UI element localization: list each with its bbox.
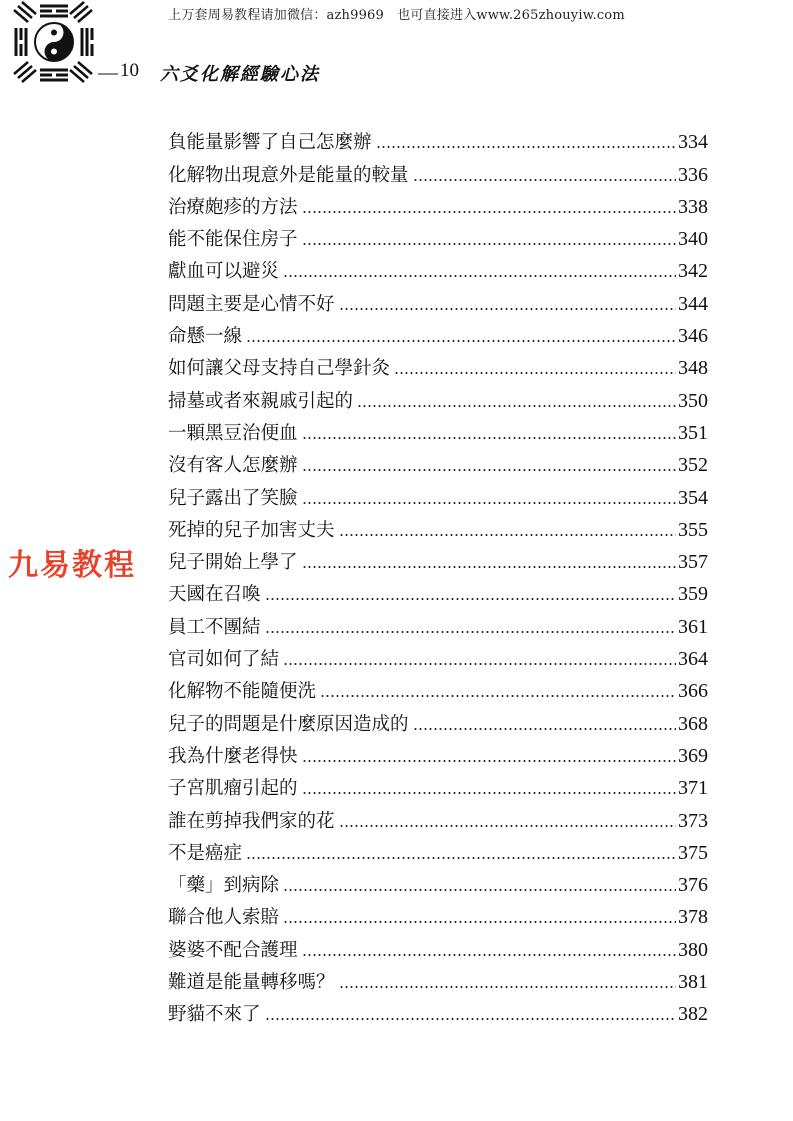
toc-entry — [168, 800, 708, 832]
toc-entry-page: 373 — [678, 809, 708, 832]
toc-entry — [168, 316, 708, 348]
toc-entry — [168, 122, 708, 154]
toc-dot-leader — [339, 986, 676, 988]
toc-entry-title: 如何讓父母支持自己學針灸 — [168, 358, 391, 380]
toc-entry-page: 346 — [678, 325, 708, 348]
toc-dot-leader — [339, 534, 676, 536]
toc-entry-title: 兒子開始上學了 — [168, 552, 298, 574]
bagua-yin-yang-logo — [2, 0, 130, 100]
toc-entry-title: 婆婆不配合護理 — [168, 939, 298, 961]
toc-entry-title: 問題主要是心情不好 — [168, 293, 335, 315]
toc-dot-leader — [265, 1018, 676, 1020]
toc-entry-page: 361 — [678, 615, 708, 638]
toc-entry-page: 336 — [678, 163, 708, 186]
toc-entry-title: 命懸一線 — [168, 326, 243, 348]
toc-dot-leader — [302, 954, 676, 956]
toc-dot-leader — [265, 598, 676, 600]
toc-entry-page: 340 — [678, 228, 708, 251]
toc-entry-page: 355 — [678, 518, 708, 541]
toc-entry-page: 366 — [678, 680, 708, 703]
page-number: 10 — [120, 60, 139, 81]
toc-entry — [168, 154, 708, 186]
toc-entry-page: 338 — [678, 195, 708, 218]
toc-entry-page: 375 — [678, 841, 708, 864]
toc-dot-leader — [283, 663, 676, 665]
toc-entry-page: 348 — [678, 357, 708, 380]
toc-entry-title: 員工不團結 — [168, 616, 261, 638]
toc-entry-title: 誰在剪掉我們家的花 — [168, 810, 335, 832]
toc-entry-title: 沒有客人怎麼辦 — [168, 455, 298, 477]
toc-entry-page: 359 — [678, 583, 708, 606]
toc-dot-leader — [394, 372, 676, 374]
toc-entry-page: 352 — [678, 454, 708, 477]
toc-dot-leader — [302, 792, 676, 794]
toc-dot-leader — [246, 857, 676, 859]
toc-dot-leader — [302, 437, 676, 439]
toc-entry-page: 380 — [678, 938, 708, 961]
toc-dot-leader — [283, 889, 676, 891]
toc-dot-leader — [357, 405, 676, 407]
toc-dot-leader — [283, 275, 676, 277]
toc-entry — [168, 606, 708, 638]
toc-entry-title: 獻血可以避災 — [168, 261, 280, 283]
toc-entry — [168, 574, 708, 606]
toc-entry-title: 兒子露出了笑臉 — [168, 487, 298, 509]
toc-dot-leader — [302, 760, 676, 762]
toc-entry — [168, 413, 708, 445]
toc-dot-leader — [339, 308, 676, 310]
toc-entry-title: 兒子的問題是什麼原因造成的 — [168, 713, 409, 735]
toc-entry — [168, 187, 708, 219]
toc-entry-page: 378 — [678, 906, 708, 929]
toc-entry-page: 357 — [678, 551, 708, 574]
toc-entry — [168, 477, 708, 509]
toc-entry-title: 治療皰疹的方法 — [168, 196, 298, 218]
toc-entry-title: 天國在召喚 — [168, 584, 261, 606]
toc-dot-leader — [265, 631, 676, 633]
table-of-contents — [168, 122, 708, 1026]
toc-entry — [168, 219, 708, 251]
toc-entry-page: 350 — [678, 389, 708, 412]
top-watermark-text: 上万套周易教程请加微信：azh9969 也可直接进入www.265zhouyiw.com — [168, 8, 625, 23]
toc-entry-page: 376 — [678, 874, 708, 897]
toc-entry-title: 能不能保住房子 — [168, 229, 298, 251]
toc-entry-page: 351 — [678, 421, 708, 444]
toc-entry-title: 化解物出現意外是能量的較量 — [168, 164, 409, 186]
toc-entry-page: 342 — [678, 260, 708, 283]
toc-entry-title: 難道是能量轉移嗎？ — [168, 972, 335, 994]
toc-entry-page: 344 — [678, 292, 708, 315]
toc-entry-page: 354 — [678, 486, 708, 509]
toc-entry-page: 368 — [678, 712, 708, 735]
toc-entry — [168, 639, 708, 671]
toc-entry-page: 334 — [678, 131, 708, 154]
toc-entry — [168, 994, 708, 1026]
toc-dot-leader — [376, 146, 676, 148]
toc-dot-leader — [302, 502, 676, 504]
toc-entry — [168, 703, 708, 735]
toc-dot-leader — [320, 695, 676, 697]
toc-entry — [168, 510, 708, 542]
toc-entry-title: 聯合他人索賠 — [168, 907, 280, 929]
toc-entry — [168, 833, 708, 865]
toc-entry — [168, 736, 708, 768]
toc-entry — [168, 251, 708, 283]
toc-entry — [168, 929, 708, 961]
toc-entry-title: 一顆黑豆治便血 — [168, 422, 298, 444]
toc-dot-leader — [302, 566, 676, 568]
toc-entry-title: 野貓不來了 — [168, 1004, 261, 1026]
toc-entry-title: 官司如何了結 — [168, 649, 280, 671]
toc-entry-page: 381 — [678, 971, 708, 994]
toc-dot-leader — [339, 825, 676, 827]
toc-entry-title: 不是癌症 — [168, 842, 243, 864]
toc-entry — [168, 897, 708, 929]
toc-entry-page: 369 — [678, 744, 708, 767]
toc-entry-title: 我為什麼老得快 — [168, 745, 298, 767]
toc-entry — [168, 283, 708, 315]
toc-entry-title: 負能量影響了自己怎麼辦 — [168, 132, 372, 154]
toc-entry-title: 死掉的兒子加害丈夫 — [168, 519, 335, 541]
toc-entry — [168, 865, 708, 897]
toc-entry — [168, 768, 708, 800]
toc-entry — [168, 380, 708, 412]
toc-dot-leader — [246, 340, 676, 342]
toc-entry — [168, 962, 708, 994]
toc-dot-leader — [302, 469, 676, 471]
toc-entry-page: 364 — [678, 648, 708, 671]
toc-entry — [168, 348, 708, 380]
side-watermark-text: 九易教程 — [8, 548, 136, 583]
toc-dot-leader — [302, 211, 676, 213]
toc-entry-title: 掃墓或者來親戚引起的 — [168, 390, 354, 412]
toc-entry-title: 子宮肌瘤引起的 — [168, 778, 298, 800]
toc-entry — [168, 542, 708, 574]
book-title: 六爻化解經驗心法 — [160, 64, 320, 85]
toc-dot-leader — [283, 921, 676, 923]
toc-entry-page: 371 — [678, 777, 708, 800]
toc-entry — [168, 671, 708, 703]
toc-dot-leader — [413, 728, 676, 730]
toc-entry — [168, 445, 708, 477]
toc-dot-leader — [302, 243, 676, 245]
toc-entry-title: 化解物不能隨便洗 — [168, 681, 317, 703]
toc-dot-leader — [413, 179, 676, 181]
toc-entry-title: 「藥」到病除 — [168, 875, 280, 897]
toc-entry-page: 382 — [678, 1003, 708, 1026]
